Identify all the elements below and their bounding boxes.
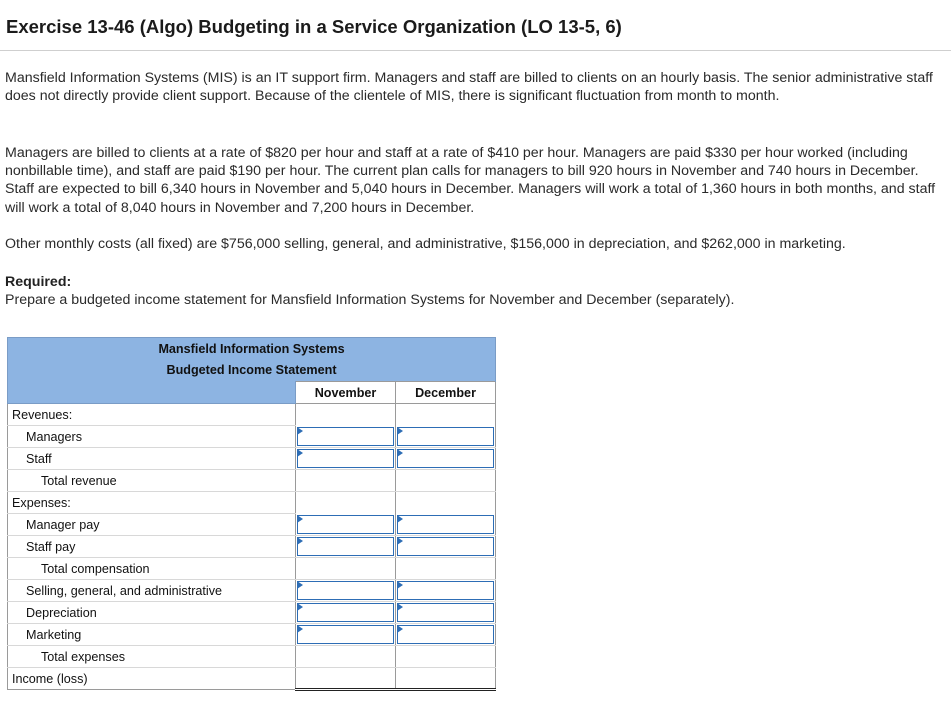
row-label-staff-pay: Staff pay	[8, 536, 296, 558]
title-divider	[0, 50, 951, 51]
row-label-total-revenue: Total revenue	[8, 470, 296, 492]
income-loss-november	[296, 668, 396, 690]
row-label-income-loss: Income (loss)	[8, 668, 296, 690]
income-loss-december	[396, 668, 496, 690]
input-staff-pay-december[interactable]	[396, 536, 496, 558]
column-header-december: December	[396, 382, 496, 404]
company-name: Mansfield Information Systems	[8, 338, 496, 360]
input-sga-december[interactable]	[396, 580, 496, 602]
input-staff-revenue-december[interactable]	[396, 448, 496, 470]
input-depreciation-december[interactable]	[396, 602, 496, 624]
row-label-total-expenses: Total expenses	[8, 646, 296, 668]
required-text: Prepare a budgeted income statement for Mansfield Information Systems for November and December (separately).	[5, 292, 735, 308]
row-label-total-compensation: Total compensation	[8, 558, 296, 580]
exercise-title: Exercise 13-46 (Algo) Budgeting in a Service Organization (LO 13-5, 6)	[6, 16, 622, 37]
total-compensation-december	[396, 558, 496, 580]
total-expenses-november	[296, 646, 396, 668]
problem-paragraph-3: Other monthly costs (all fixed) are $756,000 selling, general, and administrative, $156,000 in depreciation, and $262,000 in marketing.	[5, 236, 846, 252]
revenues-header-nov	[296, 404, 396, 426]
row-label-marketing: Marketing	[8, 624, 296, 646]
row-label-staff: Staff	[8, 448, 296, 470]
input-managers-revenue-december[interactable]	[396, 426, 496, 448]
input-marketing-december[interactable]	[396, 624, 496, 646]
row-label-revenues: Revenues:	[8, 404, 296, 426]
input-manager-pay-november[interactable]	[296, 514, 396, 536]
statement-title: Budgeted Income Statement	[8, 360, 496, 382]
total-revenue-november	[296, 470, 396, 492]
total-revenue-december	[396, 470, 496, 492]
total-expenses-december	[396, 646, 496, 668]
input-manager-pay-december[interactable]	[396, 514, 496, 536]
row-label-sga: Selling, general, and administrative	[8, 580, 296, 602]
input-marketing-november[interactable]	[296, 624, 396, 646]
problem-paragraph-1: Mansfield Information Systems (MIS) is an IT support firm. Managers and staff are billed to clients on an hourly basis. The senior administrative staff does not directly provide client support. Because of the clientele of MIS, there is significant fluctuation from month to month.	[5, 70, 933, 105]
input-staff-revenue-november[interactable]	[296, 448, 396, 470]
column-header-november: November	[296, 382, 396, 404]
row-label-depreciation: Depreciation	[8, 602, 296, 624]
total-compensation-november	[296, 558, 396, 580]
revenues-header-dec	[396, 404, 496, 426]
expenses-header-nov	[296, 492, 396, 514]
budgeted-income-statement-table	[7, 337, 496, 691]
required-label: Required:	[5, 274, 72, 290]
input-depreciation-november[interactable]	[296, 602, 396, 624]
input-managers-revenue-november[interactable]	[296, 426, 396, 448]
column-header-blank	[8, 382, 296, 404]
input-staff-pay-november[interactable]	[296, 536, 396, 558]
input-sga-november[interactable]	[296, 580, 396, 602]
row-label-manager-pay: Manager pay	[8, 514, 296, 536]
row-label-managers: Managers	[8, 426, 296, 448]
row-label-expenses: Expenses:	[8, 492, 296, 514]
expenses-header-dec	[396, 492, 496, 514]
problem-paragraph-2: Managers are billed to clients at a rate of $820 per hour and staff at a rate of $410 per hour. Managers are paid $330 per hour worked (including nonbillable time), and staff are paid $190 per hour. The current plan calls for managers to bill 920 hours in November and 740 hours in December. Staff are expected to bill 6,340 hours in November and 5,040 hours in December. Managers will work a total of 1,360 hours in both months, and staff will work a total of 8,040 hours in November and 7,200 hours in December.	[5, 145, 936, 216]
